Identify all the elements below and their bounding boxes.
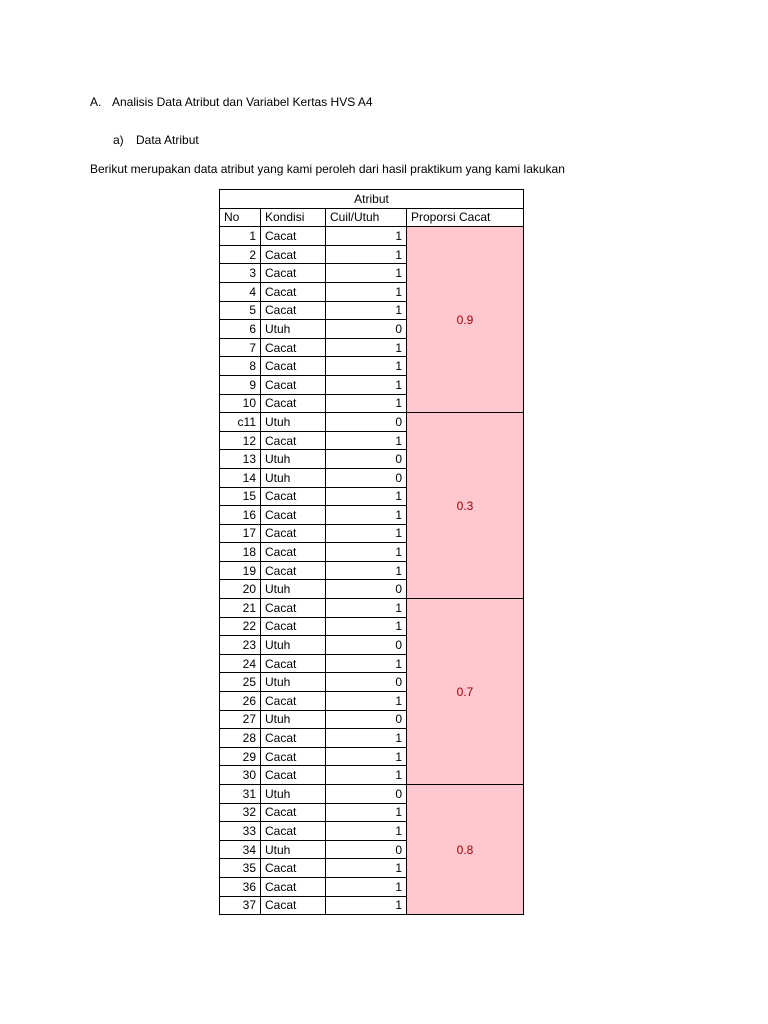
cell-cuil-utuh: 1: [326, 822, 407, 841]
cell-cuil-utuh: 0: [326, 320, 407, 339]
cell-cuil-utuh: 1: [326, 654, 407, 673]
cell-no: 10: [220, 394, 261, 413]
cell-kondisi: Cacat: [261, 394, 326, 413]
cell-proporsi-cacat: 0.7: [407, 599, 524, 785]
cell-no: 17: [220, 524, 261, 543]
cell-no: 24: [220, 654, 261, 673]
cell-cuil-utuh: 1: [326, 506, 407, 525]
cell-cuil-utuh: 1: [326, 264, 407, 283]
cell-kondisi: Cacat: [261, 506, 326, 525]
cell-proporsi-cacat: 0.8: [407, 785, 524, 915]
cell-no: 36: [220, 877, 261, 896]
cell-cuil-utuh: 1: [326, 877, 407, 896]
cell-kondisi: Cacat: [261, 803, 326, 822]
cell-kondisi: Cacat: [261, 859, 326, 878]
cell-no: 30: [220, 766, 261, 785]
cell-cuil-utuh: 0: [326, 710, 407, 729]
cell-cuil-utuh: 0: [326, 468, 407, 487]
cell-cuil-utuh: 1: [326, 487, 407, 506]
cell-no: 29: [220, 747, 261, 766]
cell-kondisi: Cacat: [261, 822, 326, 841]
cell-kondisi: Cacat: [261, 227, 326, 246]
cell-kondisi: Cacat: [261, 301, 326, 320]
cell-cuil-utuh: 1: [326, 375, 407, 394]
cell-kondisi: Cacat: [261, 524, 326, 543]
cell-kondisi: Cacat: [261, 747, 326, 766]
cell-cuil-utuh: 1: [326, 803, 407, 822]
cell-cuil-utuh: 1: [326, 599, 407, 618]
cell-kondisi: Cacat: [261, 561, 326, 580]
subsection-title: Data Atribut: [136, 133, 199, 147]
cell-cuil-utuh: 1: [326, 394, 407, 413]
cell-cuil-utuh: 0: [326, 580, 407, 599]
cell-kondisi: Cacat: [261, 877, 326, 896]
cell-no: 5: [220, 301, 261, 320]
subsection-heading: [113, 133, 199, 147]
attribute-data-table: [219, 189, 524, 915]
cell-kondisi: Cacat: [261, 264, 326, 283]
table-row: [220, 413, 524, 432]
cell-kondisi: Cacat: [261, 692, 326, 711]
cell-no: 3: [220, 264, 261, 283]
cell-no: 8: [220, 357, 261, 376]
cell-no: 28: [220, 729, 261, 748]
cell-cuil-utuh: 1: [326, 729, 407, 748]
cell-kondisi: Utuh: [261, 413, 326, 432]
cell-cuil-utuh: 1: [326, 747, 407, 766]
cell-cuil-utuh: 1: [326, 301, 407, 320]
cell-no: 34: [220, 840, 261, 859]
section-title: Analisis Data Atribut dan Variabel Kertas HVS A4: [112, 95, 373, 109]
cell-kondisi: Cacat: [261, 338, 326, 357]
cell-kondisi: Cacat: [261, 487, 326, 506]
cell-kondisi: Utuh: [261, 840, 326, 859]
cell-cuil-utuh: 1: [326, 431, 407, 450]
cell-no: 35: [220, 859, 261, 878]
table-header-row: [220, 208, 524, 227]
column-header-proporsi-cacat: Proporsi Cacat: [407, 208, 524, 227]
cell-cuil-utuh: 1: [326, 543, 407, 562]
cell-no: 22: [220, 617, 261, 636]
cell-no: 16: [220, 506, 261, 525]
table-row: [220, 227, 524, 246]
cell-no: 15: [220, 487, 261, 506]
column-header-cuil-utuh: Cuil/Utuh: [326, 208, 407, 227]
cell-proporsi-cacat: 0.3: [407, 413, 524, 599]
cell-kondisi: Cacat: [261, 431, 326, 450]
cell-no: 25: [220, 673, 261, 692]
cell-no: 1: [220, 227, 261, 246]
cell-cuil-utuh: 1: [326, 227, 407, 246]
cell-kondisi: Utuh: [261, 450, 326, 469]
cell-kondisi: Cacat: [261, 599, 326, 618]
cell-no: 12: [220, 431, 261, 450]
cell-no: 13: [220, 450, 261, 469]
cell-no: 2: [220, 245, 261, 264]
cell-cuil-utuh: 1: [326, 245, 407, 264]
cell-no: 31: [220, 785, 261, 804]
cell-kondisi: Utuh: [261, 785, 326, 804]
cell-kondisi: Cacat: [261, 375, 326, 394]
cell-no: 26: [220, 692, 261, 711]
cell-no: 23: [220, 636, 261, 655]
cell-kondisi: Cacat: [261, 245, 326, 264]
attribute-group-header: Atribut: [220, 190, 524, 209]
cell-kondisi: Cacat: [261, 729, 326, 748]
cell-cuil-utuh: 0: [326, 636, 407, 655]
cell-cuil-utuh: 0: [326, 673, 407, 692]
cell-cuil-utuh: 0: [326, 840, 407, 859]
cell-kondisi: Cacat: [261, 357, 326, 376]
cell-cuil-utuh: 0: [326, 785, 407, 804]
cell-kondisi: Utuh: [261, 636, 326, 655]
cell-cuil-utuh: 1: [326, 524, 407, 543]
cell-cuil-utuh: 1: [326, 561, 407, 580]
table-body: [220, 227, 524, 915]
cell-kondisi: Cacat: [261, 766, 326, 785]
cell-cuil-utuh: 1: [326, 338, 407, 357]
cell-cuil-utuh: 0: [326, 413, 407, 432]
cell-no: 37: [220, 896, 261, 915]
cell-kondisi: Cacat: [261, 617, 326, 636]
cell-cuil-utuh: 1: [326, 692, 407, 711]
column-header-no: No: [220, 208, 261, 227]
cell-no: 4: [220, 282, 261, 301]
table-group-header-row: [220, 190, 524, 209]
cell-no: 19: [220, 561, 261, 580]
table-row: [220, 599, 524, 618]
cell-cuil-utuh: 1: [326, 617, 407, 636]
cell-kondisi: Cacat: [261, 896, 326, 915]
cell-kondisi: Utuh: [261, 580, 326, 599]
cell-kondisi: Cacat: [261, 654, 326, 673]
cell-kondisi: Utuh: [261, 710, 326, 729]
cell-kondisi: Cacat: [261, 543, 326, 562]
cell-no: 20: [220, 580, 261, 599]
cell-no: c11: [220, 413, 261, 432]
cell-cuil-utuh: 1: [326, 282, 407, 301]
intro-paragraph: Berikut merupakan data atribut yang kami peroleh dari hasil praktikum yang kami lakukan: [90, 162, 565, 176]
cell-cuil-utuh: 1: [326, 896, 407, 915]
cell-no: 27: [220, 710, 261, 729]
cell-no: 9: [220, 375, 261, 394]
cell-no: 21: [220, 599, 261, 618]
cell-no: 18: [220, 543, 261, 562]
section-heading: [90, 95, 373, 109]
cell-kondisi: Cacat: [261, 282, 326, 301]
cell-no: 32: [220, 803, 261, 822]
cell-cuil-utuh: 1: [326, 859, 407, 878]
cell-kondisi: Utuh: [261, 320, 326, 339]
column-header-kondisi: Kondisi: [261, 208, 326, 227]
cell-cuil-utuh: 1: [326, 766, 407, 785]
cell-kondisi: Utuh: [261, 468, 326, 487]
cell-proporsi-cacat: 0.9: [407, 227, 524, 413]
cell-kondisi: Utuh: [261, 673, 326, 692]
cell-cuil-utuh: 1: [326, 357, 407, 376]
cell-no: 14: [220, 468, 261, 487]
cell-no: 7: [220, 338, 261, 357]
cell-no: 6: [220, 320, 261, 339]
subsection-marker: a): [113, 133, 124, 147]
cell-cuil-utuh: 0: [326, 450, 407, 469]
cell-no: 33: [220, 822, 261, 841]
table-row: [220, 785, 524, 804]
section-marker: A.: [90, 95, 102, 109]
